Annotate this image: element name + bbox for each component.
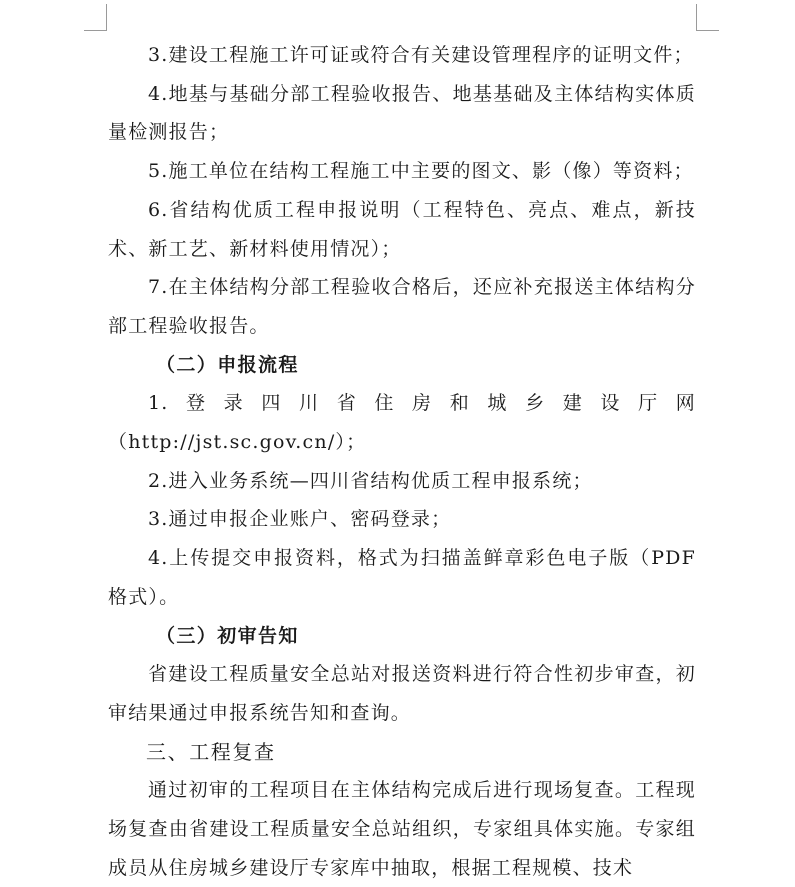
crop-mark-top-right bbox=[696, 4, 719, 31]
paragraph-item-3-permit: 3.建设工程施工许可证或符合有关建设管理程序的证明文件； bbox=[148, 44, 694, 66]
section-heading-preliminary-review: （三）初审告知 bbox=[156, 624, 299, 647]
paragraph-project-recheck-body: 通过初审的工程项目在主体结构完成后进行现场复查。工程现场复查由省建设工程质量安全总站组织，专家组具体实施。专家组成员从住房城乡建设厅专家库中抽取，根据工程规模、技术 bbox=[108, 779, 696, 879]
chapter-heading-project-recheck: 三、工程复查 bbox=[146, 739, 276, 764]
paragraph-item-7-acceptance-report: 7.在主体结构分部工程验收合格后，还应补充报送主体结构分部工程验收报告。 bbox=[108, 276, 696, 337]
paragraph-item-5-construction-materials: 5.施工单位在结构工程施工中主要的图文、影（像）等资料； bbox=[148, 160, 694, 183]
paragraph-preliminary-review-body: 省建设工程质量安全总站对报送资料进行符合性初步审查，初审结果通过申报系统告知和查询。 bbox=[108, 663, 696, 724]
section-heading-application-process: （二）申报流程 bbox=[156, 353, 299, 376]
paragraph-step-2-enter-system: 2.进入业务系统—四川省结构优质工程申报系统； bbox=[148, 469, 593, 492]
paragraph-step-3-account-login: 3.通过申报企业账户、密码登录； bbox=[148, 508, 452, 531]
paragraph-step-4-upload-materials: 4.上传提交申报资料，格式为扫描盖鲜章彩色电子版（PDF格式）。 bbox=[108, 547, 696, 608]
document-body bbox=[108, 36, 696, 887]
paragraph-item-6-application-description: 6.省结构优质工程申报说明（工程特色、亮点、难点，新技术、新工艺、新材料使用情况）； bbox=[108, 198, 696, 260]
crop-mark-top-left bbox=[84, 4, 107, 31]
paragraph-item-4-foundation-report: 4.地基与基础分部工程验收报告、地基基础及主体结构实体质量检测报告； bbox=[108, 82, 696, 144]
paragraph-step-1-login-website: 1.登录四川省住房和城乡建设厅网（http://jst.sc.gov.cn/）； bbox=[108, 392, 696, 454]
